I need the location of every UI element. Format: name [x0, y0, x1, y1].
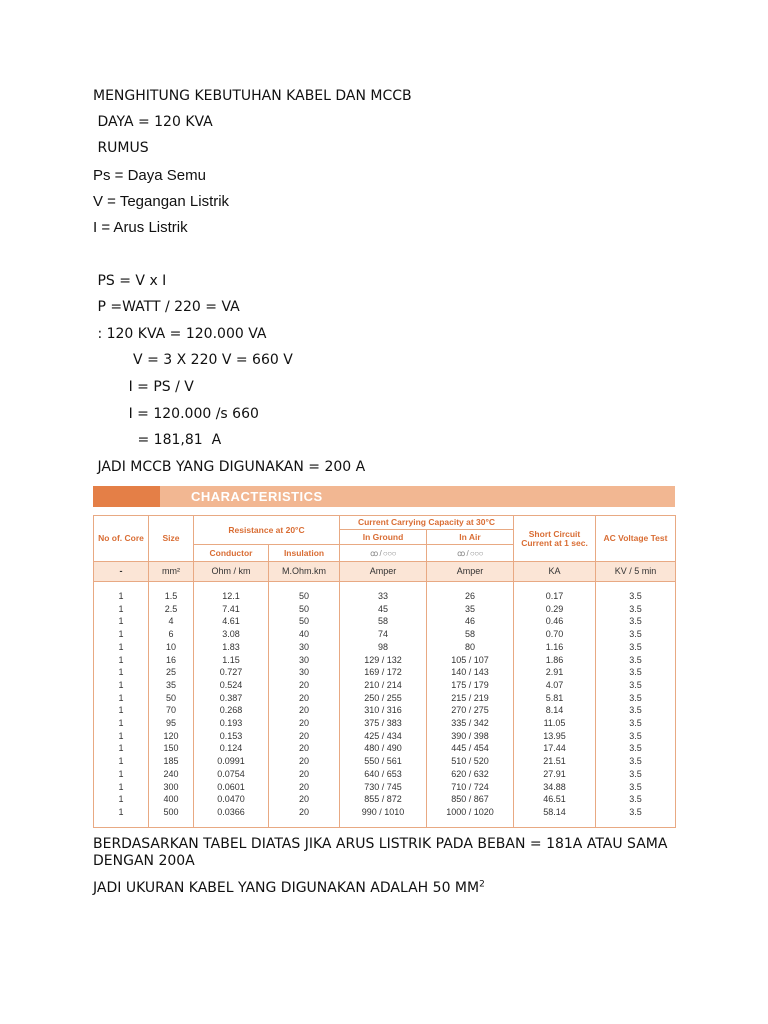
table-cell: 21.51 — [514, 755, 596, 768]
table-cell: 30 — [269, 654, 340, 667]
table-cell: 3.5 — [596, 768, 676, 781]
table-cell: 140 / 143 — [427, 666, 514, 679]
table-cell: 80 — [427, 641, 514, 654]
table-cell: 17.44 — [514, 742, 596, 755]
table-cell: 3.08 — [194, 628, 269, 641]
table-cell: 33 — [340, 590, 427, 603]
table-cell: 7.41 — [194, 603, 269, 616]
table-cell: 0.524 — [194, 679, 269, 692]
table-cell: 5.81 — [514, 692, 596, 705]
header-capacity: Current Carrying Capacity at 30°C — [340, 516, 514, 530]
table-cell: 58 — [340, 615, 427, 628]
header-size: Size — [149, 516, 194, 562]
table-cell: 3.5 — [596, 628, 676, 641]
table-cell: 20 — [269, 806, 340, 819]
table-cell: 4.61 — [194, 615, 269, 628]
unit-cell: Ohm / km — [194, 562, 269, 582]
table-cell: 710 / 724 — [427, 781, 514, 794]
table-cell: 35 — [427, 603, 514, 616]
table-cell: 50 — [269, 590, 340, 603]
table-cell: 215 / 219 — [427, 692, 514, 705]
table-cell: 850 / 867 — [427, 793, 514, 806]
table-cell: 1.16 — [514, 641, 596, 654]
header-in-ground: In Ground — [340, 530, 427, 545]
table-cell: 50 — [269, 615, 340, 628]
cable-layout-icon: ꝏ / ○○○ — [370, 548, 396, 558]
table-cell: 46.51 — [514, 793, 596, 806]
table-cell: 1.5 — [149, 590, 194, 603]
header-conductor: Conductor — [194, 545, 269, 562]
table-cell: 1.15 — [194, 654, 269, 667]
layout-symbol-air — [427, 545, 514, 562]
table-row — [94, 666, 676, 679]
table-cell: 1 — [94, 781, 149, 794]
table-cell: 20 — [269, 717, 340, 730]
table-cell: 185 — [149, 755, 194, 768]
table-cell: 855 / 872 — [340, 793, 427, 806]
table-cell: 35 — [149, 679, 194, 692]
table-cell: 1 — [94, 679, 149, 692]
table-cell: 13.95 — [514, 730, 596, 743]
table-cell: 20 — [269, 692, 340, 705]
table-cell: 620 / 632 — [427, 768, 514, 781]
table-cell: 640 / 653 — [340, 768, 427, 781]
cable-size-text: JADI UKURAN KABEL YANG DIGUNAKAN ADALAH 50 MM — [93, 880, 480, 896]
table-cell: 550 / 561 — [340, 755, 427, 768]
table-cell: 1 — [94, 717, 149, 730]
cable-size-conclusion — [93, 879, 485, 897]
table-cell: 20 — [269, 768, 340, 781]
table-row — [94, 603, 676, 616]
table-cell: 2.91 — [514, 666, 596, 679]
table-cell: 105 / 107 — [427, 654, 514, 667]
calc-line: P =WATT / 220 = VA — [93, 299, 240, 315]
table-cell: 46 — [427, 615, 514, 628]
table-cell: 3.5 — [596, 717, 676, 730]
spacer-row — [94, 819, 676, 828]
unit-cell: KV / 5 min — [596, 562, 676, 582]
table-cell: 50 — [269, 603, 340, 616]
table-cell: 20 — [269, 755, 340, 768]
table-cell: 20 — [269, 730, 340, 743]
calc-line: V = 3 X 220 V = 660 V — [93, 352, 293, 368]
table-row — [94, 628, 676, 641]
table-cell: 310 / 316 — [340, 704, 427, 717]
calc-line: I = PS / V — [93, 379, 194, 395]
table-cell: 425 / 434 — [340, 730, 427, 743]
table-cell: 0.0754 — [194, 768, 269, 781]
table-cell: 240 — [149, 768, 194, 781]
table-row — [94, 755, 676, 768]
cable-layout-icon: ꝏ / ○○○ — [457, 548, 483, 558]
characteristics-title: CHARACTERISTICS — [191, 489, 323, 504]
table-cell: 4.07 — [514, 679, 596, 692]
table-cell: 25 — [149, 666, 194, 679]
table-cell: 58.14 — [514, 806, 596, 819]
table-cell: 20 — [269, 781, 340, 794]
table-cell: 3.5 — [596, 679, 676, 692]
table-cell: 1 — [94, 730, 149, 743]
table-cell: 390 / 398 — [427, 730, 514, 743]
table-cell: 3.5 — [596, 654, 676, 667]
table-cell: 40 — [269, 628, 340, 641]
table-row — [94, 768, 676, 781]
table-cell: 45 — [340, 603, 427, 616]
table-cell: 3.5 — [596, 590, 676, 603]
table-cell: 375 / 383 — [340, 717, 427, 730]
table-cell: 1.83 — [194, 641, 269, 654]
table-cell: 1 — [94, 603, 149, 616]
table-cell: 210 / 214 — [340, 679, 427, 692]
table-cell: 3.5 — [596, 692, 676, 705]
table-cell: 20 — [269, 679, 340, 692]
table-cell: 1 — [94, 654, 149, 667]
table-cell: 1 — [94, 755, 149, 768]
table-cell: 0.46 — [514, 615, 596, 628]
table-cell: 30 — [269, 666, 340, 679]
table-cell: 400 — [149, 793, 194, 806]
table-cell: 3.5 — [596, 730, 676, 743]
table-cell: 70 — [149, 704, 194, 717]
table-cell: 58 — [427, 628, 514, 641]
table-cell: 300 — [149, 781, 194, 794]
table-row — [94, 793, 676, 806]
table-cell: 2.5 — [149, 603, 194, 616]
table-cell: 74 — [340, 628, 427, 641]
table-cell: 3.5 — [596, 603, 676, 616]
table-cell: 0.727 — [194, 666, 269, 679]
cable-characteristics-table — [93, 515, 676, 828]
table-cell: 0.387 — [194, 692, 269, 705]
table-cell: 4 — [149, 615, 194, 628]
table-cell: 1 — [94, 641, 149, 654]
table-conclusion: BERDASARKAN TABEL DIATAS JIKA ARUS LISTRIK PADA BEBAN = 181A ATAU SAMA DENGAN 200A — [93, 836, 668, 869]
table-cell: 0.29 — [514, 603, 596, 616]
table-cell: 0.124 — [194, 742, 269, 755]
table-row — [94, 641, 676, 654]
table-cell: 20 — [269, 793, 340, 806]
layout-symbol-ground — [340, 545, 427, 562]
header-short-circuit: Short Circuit Current at 1 sec. — [514, 516, 596, 562]
table-cell: 8.14 — [514, 704, 596, 717]
header-no-core: No of. Core — [94, 516, 149, 562]
units-row — [94, 562, 676, 582]
daya-line: DAYA = 120 KVA — [93, 114, 213, 130]
table-cell: 445 / 454 — [427, 742, 514, 755]
table-cell: 10 — [149, 641, 194, 654]
table-cell: 3.5 — [596, 704, 676, 717]
unit-cell: KA — [514, 562, 596, 582]
calc-line: PS = V x I — [93, 273, 167, 289]
table-cell: 11.05 — [514, 717, 596, 730]
table-cell: 30 — [269, 641, 340, 654]
table-cell: 3.5 — [596, 781, 676, 794]
unit-cell: M.Ohm.km — [269, 562, 340, 582]
table-row — [94, 679, 676, 692]
table-cell: 270 / 275 — [427, 704, 514, 717]
table-cell: 0.17 — [514, 590, 596, 603]
table-cell: 1000 / 1020 — [427, 806, 514, 819]
table-cell: 1 — [94, 704, 149, 717]
table-cell: 990 / 1010 — [340, 806, 427, 819]
table-cell: 1 — [94, 692, 149, 705]
mccb-conclusion: JADI MCCB YANG DIGUNAKAN = 200 A — [93, 459, 366, 475]
table-cell: 150 — [149, 742, 194, 755]
table-cell: 3.5 — [596, 793, 676, 806]
banner-accent — [93, 486, 160, 507]
spacer-row — [94, 582, 676, 591]
table-cell: 1 — [94, 742, 149, 755]
table-row — [94, 806, 676, 819]
table-cell: 169 / 172 — [340, 666, 427, 679]
header-in-air: In Air — [427, 530, 514, 545]
characteristics-banner — [93, 486, 675, 507]
table-cell: 1.86 — [514, 654, 596, 667]
table-cell: 175 / 179 — [427, 679, 514, 692]
table-cell: 20 — [269, 704, 340, 717]
table-cell: 1 — [94, 590, 149, 603]
table-row — [94, 590, 676, 603]
definition-i: I = Arus Listrik — [93, 219, 188, 236]
table-cell: 120 — [149, 730, 194, 743]
table-cell: 95 — [149, 717, 194, 730]
table-row — [94, 742, 676, 755]
table-cell: 510 / 520 — [427, 755, 514, 768]
table-cell: 480 / 490 — [340, 742, 427, 755]
table-cell: 0.70 — [514, 628, 596, 641]
table-cell: 26 — [427, 590, 514, 603]
table-cell: 1 — [94, 615, 149, 628]
cable-size-superscript: 2 — [479, 879, 485, 890]
table-row — [94, 654, 676, 667]
table-cell: 27.91 — [514, 768, 596, 781]
calc-line: : 120 KVA = 120.000 VA — [93, 326, 267, 342]
unit-cell: mm² — [149, 562, 194, 582]
table-cell: 0.268 — [194, 704, 269, 717]
table-cell: 20 — [269, 742, 340, 755]
table-cell: 98 — [340, 641, 427, 654]
unit-cell: Amper — [427, 562, 514, 582]
table-cell: 0.0991 — [194, 755, 269, 768]
table-row — [94, 717, 676, 730]
table-cell: 250 / 255 — [340, 692, 427, 705]
header-resistance: Resistance at 20°C — [194, 516, 340, 545]
calc-line: = 181,81 A — [93, 432, 222, 448]
table-cell: 6 — [149, 628, 194, 641]
table-cell: 3.5 — [596, 641, 676, 654]
table-row — [94, 730, 676, 743]
table-cell: 0.0470 — [194, 793, 269, 806]
table-cell: 3.5 — [596, 742, 676, 755]
table-cell: 1 — [94, 666, 149, 679]
table-row — [94, 615, 676, 628]
rumus-line: RUMUS — [93, 140, 149, 156]
table-cell: 1 — [94, 793, 149, 806]
table-cell: 3.5 — [596, 615, 676, 628]
table-cell: 0.153 — [194, 730, 269, 743]
table-cell: 0.193 — [194, 717, 269, 730]
table-row — [94, 692, 676, 705]
table-cell: 730 / 745 — [340, 781, 427, 794]
unit-cell: Amper — [340, 562, 427, 582]
table-cell: 500 — [149, 806, 194, 819]
table-row — [94, 704, 676, 717]
table-cell: 1 — [94, 806, 149, 819]
document-heading: MENGHITUNG KEBUTUHAN KABEL DAN MCCB — [93, 88, 412, 104]
table-cell: 3.5 — [596, 666, 676, 679]
table-cell: 3.5 — [596, 806, 676, 819]
table-cell: 16 — [149, 654, 194, 667]
table-cell: 1 — [94, 628, 149, 641]
table-cell: 335 / 342 — [427, 717, 514, 730]
table-cell: 1 — [94, 768, 149, 781]
table-cell: 34.88 — [514, 781, 596, 794]
table-cell: 129 / 132 — [340, 654, 427, 667]
table-cell: 3.5 — [596, 755, 676, 768]
table-cell: 0.0366 — [194, 806, 269, 819]
table-cell: 50 — [149, 692, 194, 705]
table-cell: 0.0601 — [194, 781, 269, 794]
header-insulation: Insulation — [269, 545, 340, 562]
table-row — [94, 781, 676, 794]
calc-line: I = 120.000 /s 660 — [93, 406, 259, 422]
unit-cell: - — [94, 562, 149, 582]
definition-v: V = Tegangan Listrik — [93, 193, 230, 210]
header-ac-voltage: AC Voltage Test — [596, 516, 676, 562]
definition-ps: Ps = Daya Semu — [93, 167, 206, 184]
table-cell: 12.1 — [194, 590, 269, 603]
